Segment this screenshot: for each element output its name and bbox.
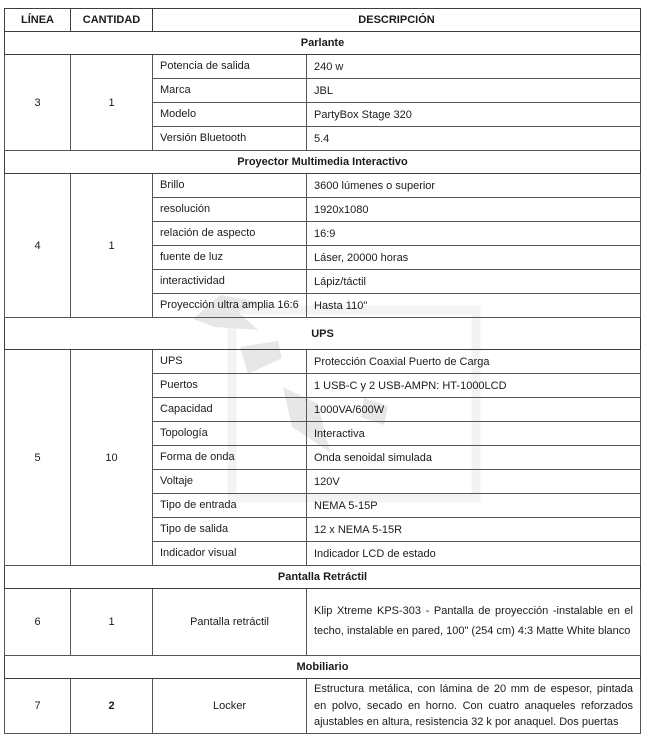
spec-table-body xyxy=(5,9,641,734)
section-title: Parlante xyxy=(5,32,641,55)
spec-label: Indicador visual xyxy=(153,542,307,566)
cantidad-cell: 2 xyxy=(71,679,153,734)
spec-label: Capacidad xyxy=(153,398,307,422)
spec-row xyxy=(5,174,641,198)
item-row xyxy=(5,589,641,656)
spec-label: UPS xyxy=(153,350,307,374)
spec-label: relación de aspecto xyxy=(153,222,307,246)
spec-value: Indicador LCD de estado xyxy=(307,542,641,566)
section-header-row xyxy=(5,32,641,55)
spec-label: Brillo xyxy=(153,174,307,198)
section-title: UPS xyxy=(5,318,641,350)
item-label: Pantalla retráctil xyxy=(153,589,307,656)
spec-value: 5.4 xyxy=(307,127,641,151)
column-header-descripcion: DESCRIPCIÓN xyxy=(153,9,641,32)
spec-row xyxy=(5,350,641,374)
spec-value: 12 x NEMA 5-15R xyxy=(307,518,641,542)
spec-value: Lápiz/táctil xyxy=(307,270,641,294)
spec-value: Interactiva xyxy=(307,422,641,446)
linea-cell: 4 xyxy=(5,174,71,318)
section-header-row xyxy=(5,318,641,350)
spec-value: 16:9 xyxy=(307,222,641,246)
item-label: Locker xyxy=(153,679,307,734)
section-header-row xyxy=(5,566,641,589)
section-title: Pantalla Retráctil xyxy=(5,566,641,589)
spec-value: JBL xyxy=(307,79,641,103)
spec-label: Potencia de salida xyxy=(153,55,307,79)
linea-cell: 6 xyxy=(5,589,71,656)
spec-value: PartyBox Stage 320 xyxy=(307,103,641,127)
spec-label: Versión Bluetooth xyxy=(153,127,307,151)
spec-label: fuente de luz xyxy=(153,246,307,270)
section-title: Mobiliario xyxy=(5,656,641,679)
spec-label: Modelo xyxy=(153,103,307,127)
spec-value: 3600 lúmenes o superior xyxy=(307,174,641,198)
item-description: Klip Xtreme KPS-303 - Pantalla de proyección -instalable en el techo, instalable en pared, 100" (254 cm) 4:3 Matte White blanco xyxy=(307,589,641,656)
spec-value: NEMA 5-15P xyxy=(307,494,641,518)
linea-cell: 3 xyxy=(5,55,71,151)
spec-table xyxy=(4,8,641,734)
column-header-linea: LÍNEA xyxy=(5,9,71,32)
cantidad-cell: 10 xyxy=(71,350,153,566)
spec-value: Láser, 20000 horas xyxy=(307,246,641,270)
table-header-row xyxy=(5,9,641,32)
item-row xyxy=(5,679,641,734)
spec-label: Tipo de salida xyxy=(153,518,307,542)
column-header-cantidad: CANTIDAD xyxy=(71,9,153,32)
spec-value: Protección Coaxial Puerto de Carga xyxy=(307,350,641,374)
spec-label: Topología xyxy=(153,422,307,446)
spec-value: Hasta 110" xyxy=(307,294,641,318)
spec-value: 1920x1080 xyxy=(307,198,641,222)
section-title: Proyector Multimedia Interactivo xyxy=(5,151,641,174)
spec-label: Proyección ultra amplia 16:6 xyxy=(153,294,307,318)
spec-label: Marca xyxy=(153,79,307,103)
spec-label: resolución xyxy=(153,198,307,222)
spec-label: Tipo de entrada xyxy=(153,494,307,518)
cantidad-cell: 1 xyxy=(71,55,153,151)
spec-value: 120V xyxy=(307,470,641,494)
linea-cell: 7 xyxy=(5,679,71,734)
cantidad-cell: 1 xyxy=(71,174,153,318)
section-header-row xyxy=(5,151,641,174)
spec-value: 240 w xyxy=(307,55,641,79)
spec-label: Forma de onda xyxy=(153,446,307,470)
spec-value: 1000VA/600W xyxy=(307,398,641,422)
spec-label: interactividad xyxy=(153,270,307,294)
spec-value: Onda senoidal simulada xyxy=(307,446,641,470)
spec-label: Puertos xyxy=(153,374,307,398)
spec-label: Voltaje xyxy=(153,470,307,494)
spec-value: 1 USB-C y 2 USB-AMPN: HT-1000LCD xyxy=(307,374,641,398)
section-header-row xyxy=(5,656,641,679)
cantidad-cell: 1 xyxy=(71,589,153,656)
spec-row xyxy=(5,55,641,79)
item-description: Estructura metálica, con lámina de 20 mm de espesor, pintada en polvo, secado en horno. Con cuatro anaqueles reforzados ajustables en altura, resistencia 32 k por anaquel. Dos puertas xyxy=(307,679,641,734)
linea-cell: 5 xyxy=(5,350,71,566)
